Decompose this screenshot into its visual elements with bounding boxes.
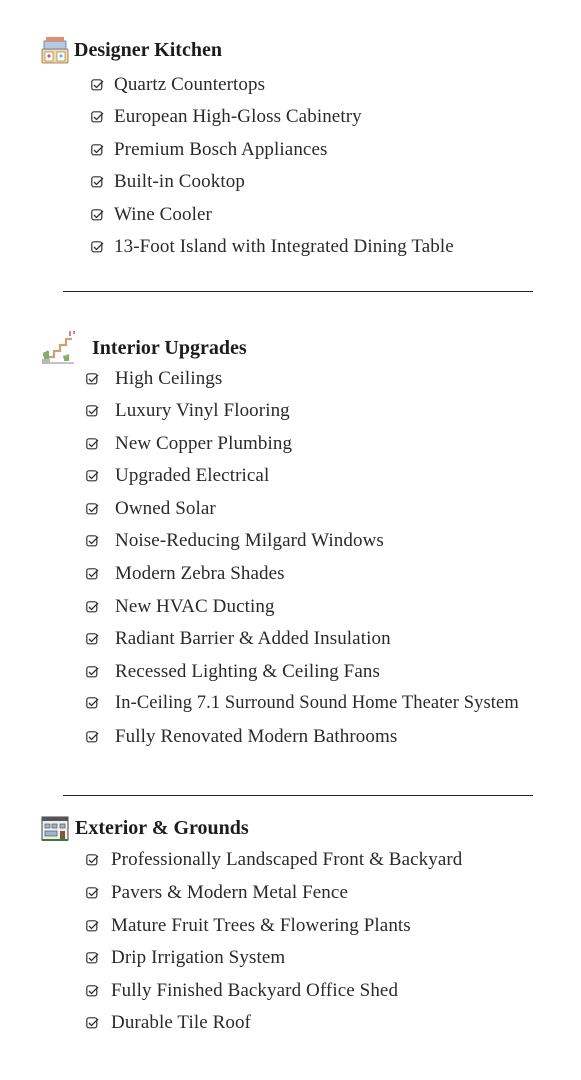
checkbox-icon	[86, 697, 99, 710]
list-item	[86, 465, 269, 487]
section-title: Exterior & Grounds	[75, 816, 249, 839]
item-label: European High-Gloss Cabinetry	[114, 106, 362, 127]
item-label: Professionally Landscaped Front & Backyard	[111, 849, 463, 870]
section-header	[40, 329, 247, 367]
item-label: Upgraded Electrical	[115, 465, 270, 486]
list-item	[91, 204, 212, 226]
section-header	[41, 814, 249, 842]
checkbox-icon	[86, 601, 99, 614]
checkbox-icon	[86, 535, 99, 548]
list-item	[86, 1012, 251, 1034]
checkbox-icon	[86, 373, 99, 386]
list-item	[86, 368, 222, 390]
item-label: Radiant Barrier & Added Insulation	[115, 628, 391, 649]
checkbox-icon	[91, 79, 104, 92]
item-label: Recessed Lighting & Ceiling Fans	[115, 661, 380, 682]
item-label: Wine Cooler	[114, 204, 212, 225]
list-item	[86, 628, 391, 650]
list-item	[86, 915, 411, 937]
list-item	[86, 596, 275, 618]
list-item	[86, 498, 216, 520]
checkbox-icon	[86, 952, 99, 965]
list-item	[91, 171, 245, 193]
checkbox-icon	[91, 111, 104, 124]
list-item	[86, 726, 397, 748]
checkbox-icon	[91, 176, 104, 189]
checkbox-icon	[91, 144, 104, 157]
house-exterior-icon	[41, 814, 69, 842]
checkbox-icon	[86, 666, 99, 679]
checkbox-icon	[86, 887, 99, 900]
list-item	[86, 947, 285, 969]
checkbox-icon	[91, 241, 104, 254]
divider	[63, 795, 533, 796]
item-label: Fully Finished Backyard Office Shed	[111, 980, 399, 1001]
section-title: Interior Upgrades	[92, 336, 247, 359]
item-label: In-Ceiling 7.1 Surround Sound Home Theater System	[115, 693, 519, 713]
checkbox-icon	[86, 1017, 99, 1030]
item-label: Mature Fruit Trees & Flowering Plants	[111, 915, 411, 936]
section-header	[40, 35, 222, 65]
list-item	[91, 74, 265, 96]
checkbox-icon	[86, 438, 99, 451]
item-label: Owned Solar	[115, 498, 216, 519]
checkbox-icon	[86, 633, 99, 646]
item-label: High Ceilings	[115, 368, 223, 389]
list-item	[86, 693, 519, 714]
list-item	[86, 563, 285, 585]
list-item	[86, 882, 348, 904]
item-label: New HVAC Ducting	[115, 596, 275, 617]
checkbox-icon	[86, 405, 99, 418]
item-label: Drip Irrigation System	[111, 947, 286, 968]
checkbox-icon	[86, 568, 99, 581]
list-item	[86, 400, 290, 422]
item-label: Modern Zebra Shades	[115, 563, 285, 584]
item-label: Built-in Cooktop	[114, 171, 245, 192]
list-item	[91, 139, 328, 161]
list-item	[91, 106, 362, 128]
item-label: Noise-Reducing Milgard Windows	[115, 530, 384, 551]
item-label: Pavers & Modern Metal Fence	[111, 882, 348, 903]
list-item	[86, 433, 292, 455]
section-title: Designer Kitchen	[74, 38, 222, 61]
list-item	[86, 661, 380, 683]
item-label: Durable Tile Roof	[111, 1012, 251, 1033]
checkbox-icon	[86, 920, 99, 933]
item-label: Quartz Countertops	[114, 74, 266, 95]
checkbox-icon	[86, 854, 99, 867]
item-label: Luxury Vinyl Flooring	[115, 400, 290, 421]
item-label: Premium Bosch Appliances	[114, 139, 328, 160]
item-label: 13-Foot Island with Integrated Dining Table	[114, 236, 454, 257]
item-label: New Copper Plumbing	[115, 433, 293, 454]
kitchen-icon	[40, 35, 70, 65]
list-item	[91, 236, 454, 258]
divider	[63, 291, 533, 292]
list-item	[86, 849, 462, 871]
checkbox-icon	[86, 470, 99, 483]
item-label: Fully Renovated Modern Bathrooms	[115, 726, 398, 747]
checkbox-icon	[86, 503, 99, 516]
list-item	[86, 980, 398, 1002]
checkbox-icon	[86, 731, 99, 744]
checkbox-icon	[91, 209, 104, 222]
interior-stairs-icon	[40, 329, 78, 367]
list-item	[86, 530, 384, 552]
checkbox-icon	[86, 985, 99, 998]
